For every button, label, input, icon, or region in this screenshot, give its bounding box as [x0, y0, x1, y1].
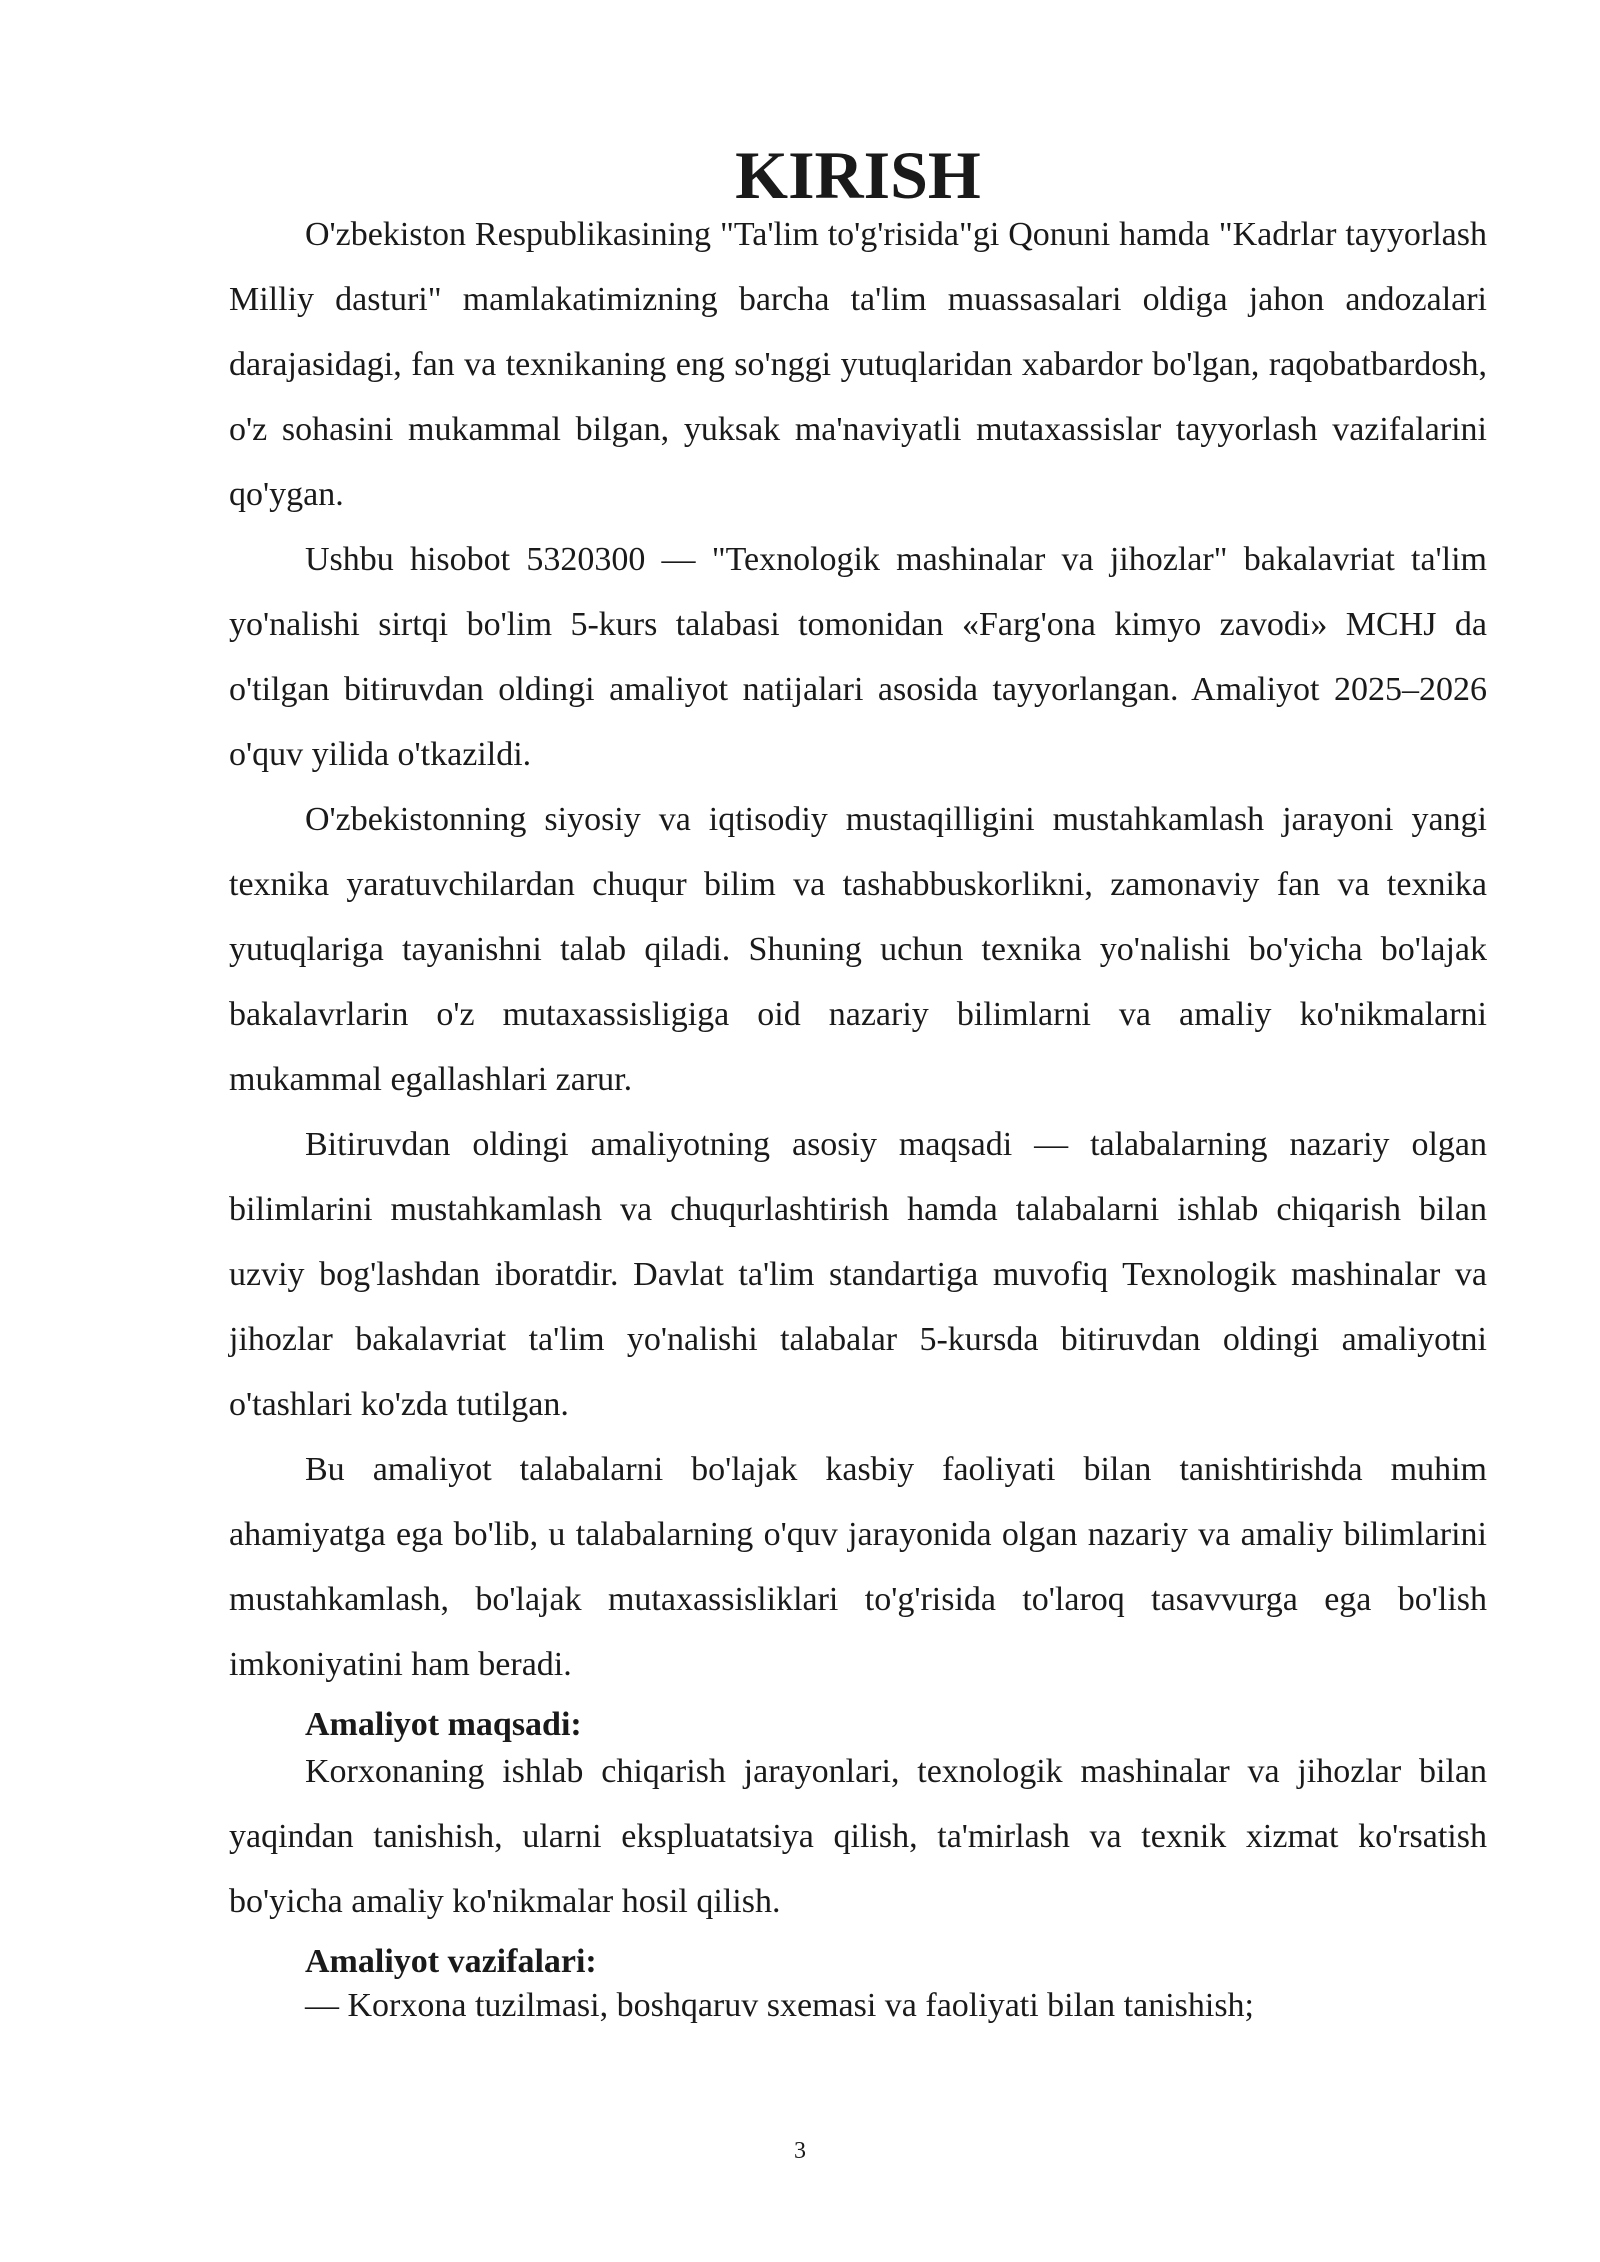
- paragraph-5: Bu amaliyot talabalarni bo'lajak kasbiy faoliyati bilan tanishtirishda muhim ahamiyatga ega bo'lib, u talabalarning o'quv jarayonida olgan nazariy va amaliy bilimlarini mustahkamlash, bo'lajak mutaxassisliklari to'g'risida to'laroq tasavvurga ega bo'lish imkoniyatini ham beradi.: [229, 1451, 1487, 1683]
- goal-heading: Amaliyot maqsadi:: [305, 1706, 582, 1743]
- document-title: KIRISH: [735, 137, 981, 213]
- paragraph-2: Ushbu hisobot 5320300 — "Texnologik mashinalar va jihozlar" bakalavriat ta'lim yo'nalishi sirtqi bo'lim 5-kurs talabasi tomonidan «Farg'ona kimyo zavodi» MCHJ da o'tilgan bitiruvdan oldingi amaliyot natijalari asosida tayyorlangan. Amaliyot 2025–2026 o'quv yilida o'tkazildi.: [229, 541, 1487, 773]
- paragraph-1: O'zbekiston Respublikasining "Ta'lim to'g'risida"gi Qonuni hamda "Kadrlar tayyorlash Milliy dasturi" mamlakatimizning barcha ta'lim muassasalari oldiga jahon andozalari darajasidagi, fan va texnikaning eng so'nggi yutuqlaridan xabardor bo'lgan, raqobatbardosh, o'z sohasini mukammal bilgan, yuksak ma'naviyatli mutaxassislar tayyorlash vazifalarini qo'ygan.: [229, 216, 1487, 513]
- document-page: [229, 137, 1487, 2028]
- paragraph-4: Bitiruvdan oldingi amaliyotning asosiy maqsadi — talabalarning nazariy olgan bilimlarini mustahkamlash va chuqurlashtirish hamda talabalarni ishlab chiqarish bilan uzviy bog'lashdan iboratdir. Davlat ta'lim standartiga muvofiq Texnologik mashinalar va jihozlar bakalavriat ta'lim yo'nalishi talabalar 5-kursda bitiruvdan oldingi amaliyotni o'tashlari ko'zda tutilgan.: [229, 1126, 1487, 1423]
- paragraph-3: O'zbekistonning siyosiy va iqtisodiy mustaqilligini mustahkamlash jarayoni yangi texnika yaratuvchilardan chuqur bilim va tashabbuskorlikni, zamonaviy fan va texnika yutuqlariga tayanishni talab qiladi. Shuning uchun texnika yo'nalishi bo'yicha bo'lajak bakalavrlarin o'z mutaxassisligiga oid nazariy bilimlarni va amaliy ko'nikmalarni mukammal egallashlari zarur.: [229, 801, 1487, 1098]
- tasks-heading: Amaliyot vazifalari:: [305, 1943, 597, 1980]
- task-item: — Korxona tuzilmasi, boshqaruv sxemasi va faoliyati bilan tanishish;: [305, 1987, 1254, 2024]
- page-number: 3: [794, 2138, 806, 2164]
- goal-text: Korxonaning ishlab chiqarish jarayonlari, texnologik mashinalar va jihozlar bilan yaqindan tanishish, ularni ekspluatatsiya qilish, ta'mirlash va texnik xizmat ko'rsatish bo'yicha amaliy ko'nikmalar hosil qilish.: [229, 1753, 1487, 1920]
